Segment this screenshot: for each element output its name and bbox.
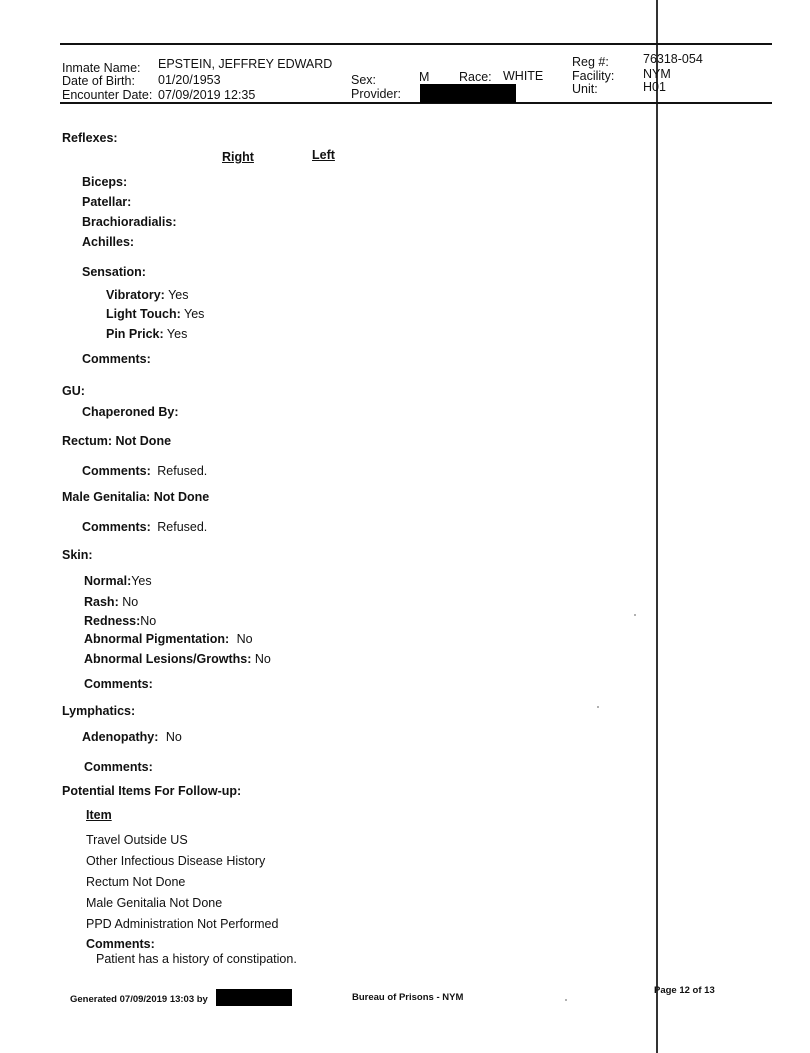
skin-lesions-value: No bbox=[254, 652, 271, 666]
footer-generated: Generated 07/09/2019 13:03 by bbox=[70, 994, 208, 1005]
gu-heading: GU: bbox=[62, 384, 85, 398]
skin-comments-label: Comments: bbox=[84, 677, 153, 691]
inmate-name-value: EPSTEIN, JEFFREY EDWARD bbox=[158, 57, 333, 71]
male-genitalia-heading: Male Genitalia: Not Done bbox=[62, 490, 210, 504]
light-touch-row bbox=[106, 307, 204, 321]
skin-redness-value: No bbox=[140, 614, 157, 628]
footer-organization: Bureau of Prisons - NYM bbox=[352, 992, 464, 1003]
skin-lesions-label: Abnormal Lesions/Growths: bbox=[84, 652, 252, 666]
followup-comments-value: Patient has a history of constipation. bbox=[96, 952, 297, 966]
skin-redness-label: Redness: bbox=[84, 614, 141, 628]
reflexes-col-right: Right bbox=[222, 150, 254, 164]
skin-rash-row bbox=[84, 595, 138, 609]
followup-comments-label: Comments: bbox=[86, 937, 155, 951]
reflex-achilles: Achilles: bbox=[82, 235, 135, 249]
scan-vertical-line bbox=[656, 0, 658, 1053]
light-touch-value: Yes bbox=[184, 307, 205, 321]
male-genitalia-comments-row bbox=[82, 520, 207, 534]
header-top-rule bbox=[60, 43, 772, 45]
unit-value: H01 bbox=[643, 80, 666, 94]
facility-label: Facility: bbox=[572, 69, 615, 83]
adenopathy-value: No bbox=[165, 730, 182, 744]
skin-pigmentation-value: No bbox=[236, 632, 253, 646]
vibratory-label: Vibratory: bbox=[106, 288, 165, 302]
inmate-name-label: Inmate Name: bbox=[62, 61, 141, 75]
vibratory-row bbox=[106, 288, 188, 302]
pin-prick-label: Pin Prick: bbox=[106, 327, 164, 341]
vibratory-value: Yes bbox=[168, 288, 189, 302]
provider-redaction bbox=[420, 84, 516, 103]
followup-item: Male Genitalia Not Done bbox=[86, 896, 223, 910]
followup-item: PPD Administration Not Performed bbox=[86, 917, 279, 931]
scan-speck bbox=[565, 999, 567, 1001]
skin-normal-value: Yes bbox=[131, 574, 152, 588]
race-label: Race: bbox=[459, 70, 492, 84]
scan-speck bbox=[597, 706, 599, 708]
reflexes-col-left: Left bbox=[312, 148, 335, 162]
skin-lesions-row bbox=[84, 652, 271, 666]
followup-heading: Potential Items For Follow-up: bbox=[62, 784, 242, 798]
reg-value: 76318-054 bbox=[643, 52, 703, 66]
unit-label: Unit: bbox=[572, 82, 598, 96]
footer-page-number: Page 12 of 13 bbox=[654, 985, 715, 996]
skin-normal-row bbox=[84, 574, 152, 588]
reflex-patellar: Patellar: bbox=[82, 195, 132, 209]
pin-prick-value: Yes bbox=[166, 327, 188, 341]
reflex-brachioradialis: Brachioradialis: bbox=[82, 215, 177, 229]
pin-prick-row bbox=[106, 327, 187, 341]
skin-redness-row bbox=[84, 614, 156, 628]
male-genitalia-comments-value: Refused. bbox=[157, 520, 208, 534]
sensation-heading: Sensation: bbox=[82, 265, 146, 279]
dob-label: Date of Birth: bbox=[62, 74, 135, 88]
adenopathy-label: Adenopathy: bbox=[82, 730, 159, 744]
skin-rash-label: Rash: bbox=[84, 595, 119, 609]
race-value: WHITE bbox=[503, 69, 544, 83]
reg-label: Reg #: bbox=[572, 55, 609, 69]
lymphatics-comments-label: Comments: bbox=[84, 760, 153, 774]
rectum-heading: Rectum: Not Done bbox=[62, 434, 172, 448]
followup-item: Rectum Not Done bbox=[86, 875, 186, 889]
skin-heading: Skin: bbox=[62, 548, 93, 562]
followup-item-header: Item bbox=[86, 808, 112, 822]
reflexes-heading: Reflexes: bbox=[62, 131, 118, 145]
adenopathy-row bbox=[82, 730, 182, 744]
rectum-comments-value: Refused. bbox=[157, 464, 208, 478]
rectum-comments-row bbox=[82, 464, 207, 478]
encounter-date-label: Encounter Date: bbox=[62, 88, 153, 102]
provider-label: Provider: bbox=[351, 87, 402, 101]
dob-value: 01/20/1953 bbox=[158, 73, 221, 87]
facility-value: NYM bbox=[643, 67, 671, 81]
footer-generator-redaction bbox=[216, 989, 292, 1006]
header-bottom-rule bbox=[60, 102, 772, 104]
sex-value: M bbox=[419, 70, 430, 84]
male-genitalia-comments-label: Comments: bbox=[82, 520, 151, 534]
lymphatics-heading: Lymphatics: bbox=[62, 704, 136, 718]
chaperoned-by-label: Chaperoned By: bbox=[82, 405, 179, 419]
light-touch-label: Light Touch: bbox=[106, 307, 181, 321]
scan-speck bbox=[634, 614, 636, 616]
followup-item: Other Infectious Disease History bbox=[86, 854, 266, 868]
reflex-biceps: Biceps: bbox=[82, 175, 128, 189]
skin-pigmentation-label: Abnormal Pigmentation: bbox=[84, 632, 230, 646]
skin-rash-value: No bbox=[122, 595, 139, 609]
sex-label: Sex: bbox=[351, 73, 377, 87]
encounter-date-value: 07/09/2019 12:35 bbox=[158, 88, 256, 102]
sensation-comments-label: Comments: bbox=[82, 352, 151, 366]
rectum-comments-label: Comments: bbox=[82, 464, 151, 478]
skin-pigmentation-row bbox=[84, 632, 253, 646]
skin-normal-label: Normal: bbox=[84, 574, 132, 588]
followup-item: Travel Outside US bbox=[86, 833, 188, 847]
